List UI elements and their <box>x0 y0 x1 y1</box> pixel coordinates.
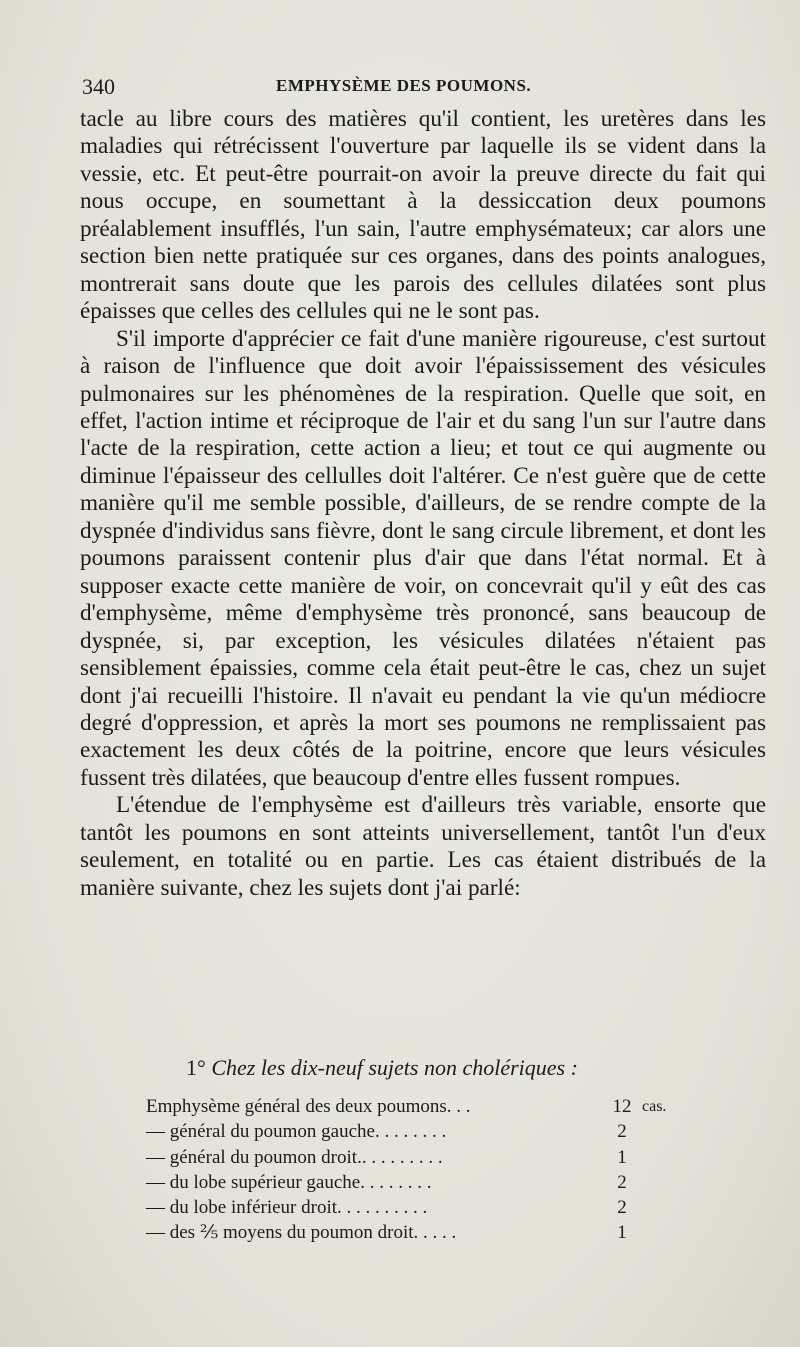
stat-label: — général du poumon droit.. . . . . . . . . <box>146 1146 443 1168</box>
stat-label: — des ⅖ moyens du poumon droit. . . . . <box>146 1222 457 1244</box>
stat-value: 1 <box>617 1146 627 1168</box>
stat-value: 2 <box>617 1171 627 1193</box>
stat-value: 1 <box>617 1222 627 1244</box>
list-item <box>146 1145 686 1170</box>
running-title: EMPHYSÈME DES POUMONS. <box>276 76 532 95</box>
body-text <box>80 106 766 902</box>
subheading-text: Chez les dix-neuf sujets non cholériques : <box>211 1055 578 1080</box>
paragraph: L'étendue de l'emphysème est d'ailleurs très variable, ensorte que tantôt les poumons en sont atteints universellement, tantôt l'un d'eux seulement, en totalité ou en partie. Les cas étaient distribués de la manière suivante, chez les sujets dont j'ai parlé: <box>80 792 766 901</box>
subheading-number: 1° <box>186 1055 206 1080</box>
stat-label: — général du poumon gauche. . . . . . . . <box>146 1121 447 1143</box>
section-subheading <box>186 1055 578 1081</box>
page-header <box>82 74 764 104</box>
list-item <box>146 1220 686 1245</box>
paragraph: tacle au libre cours des matières qu'il contient, les uretères dans les maladies qui rétrécissent l'ouverture par laquelle ils se vident dans la vessie, etc. Et peut-être pourrait-on avoir la preuve directe du fait qui nous occupe, en soumettant à la dessiccation deux poumons préalablement insufflés, l'un sain, l'autre emphysémateux; car alors une section bien nette pratiquée sur ces organes, dans des points analogues, montrerait sans doute que les parois des cellules dilatées sont plus épaisses que celles des cellules qui ne le sont pas. <box>80 106 766 325</box>
paragraph: S'il importe d'apprécier ce fait d'une manière rigoureuse, c'est surtout à raison de l'influence que doit avoir l'épaississement des vésicules pulmonaires sur les phénomènes de la respiration. Quelle que soit, en effet, l'action intime et réciproque de l'air et du sang l'un sur l'autre dans l'acte de la respiration, cette action a lieu; et tout ce qui augmente ou diminue l'épaisseur des cellulles doit l'altérer. Ce n'est guère que de cette manière qu'il me semble possible, d'ailleurs, de se rendre compte de la dyspnée d'individus sans fièvre, dont le sang circule librement, et dont les poumons paraissent contenir plus d'air que dans l'état normal. Et à supposer exacte cette manière de voir, on concevrait qu'il y eût des cas d'emphysème, même d'emphysème très prononcé, sans beaucoup de dyspnée, si, par exception, les vésicules dilatées n'étaient pas sensiblement épaissies, comme cela était peut-être le cas, chez un sujet dont j'ai recueilli l'histoire. Il n'avait eu pendant la vie qu'un médiocre degré d'oppression, et après la mort ses poumons ne remplissaient pas exactement les deux côtés de la poitrine, encore que leurs vésicules fussent très dilatées, que beaucoup d'entre elles fussent rompues. <box>80 325 766 791</box>
list-item <box>146 1170 686 1195</box>
page-number: 340 <box>82 74 115 99</box>
stat-unit: cas. <box>642 1098 667 1115</box>
case-distribution-list <box>146 1094 686 1246</box>
stat-label: — du lobe supérieur gauche. . . . . . . . <box>146 1171 432 1193</box>
stat-label: — du lobe inférieur droit. . . . . . . . . . <box>146 1197 428 1219</box>
list-item <box>146 1119 686 1144</box>
stat-value: 2 <box>617 1121 627 1143</box>
stat-value: 12 <box>612 1096 632 1117</box>
stat-value: 2 <box>617 1197 627 1219</box>
list-item <box>146 1094 686 1119</box>
stat-label: Emphysème général des deux poumons. . . <box>146 1096 471 1117</box>
list-item <box>146 1195 686 1220</box>
